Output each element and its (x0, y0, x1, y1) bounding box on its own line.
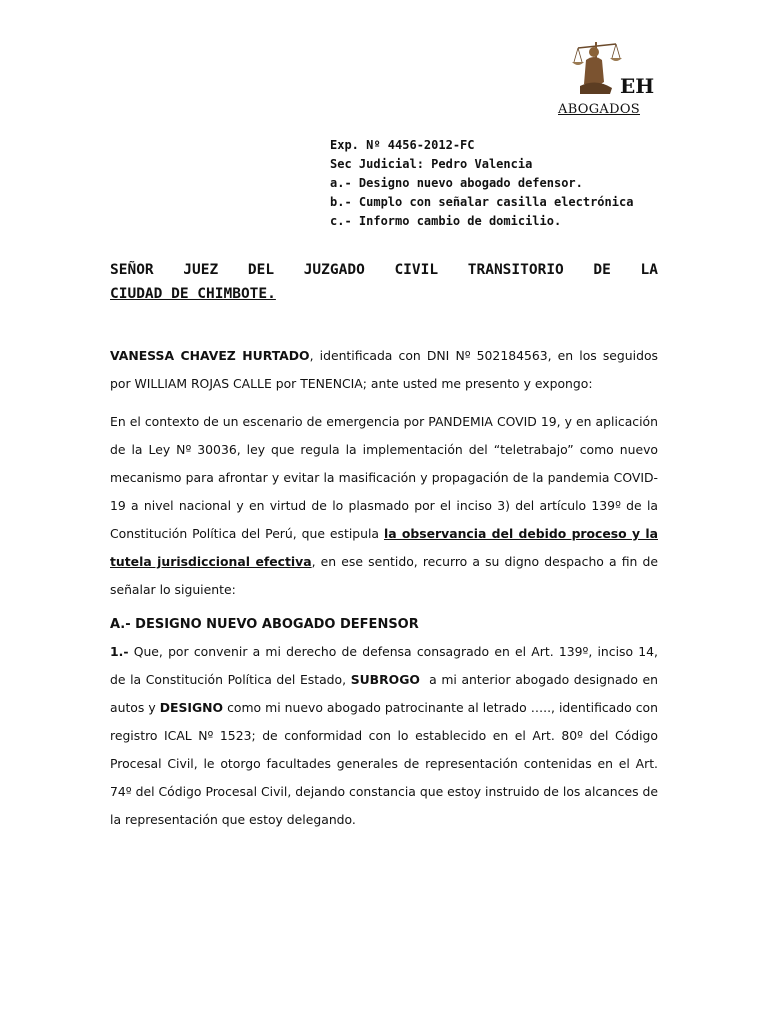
designo-keyword: DESIGNO (159, 700, 224, 715)
letterhead (556, 38, 666, 122)
intro-paragraph: VANESSA CHAVEZ HURTADO, identificada con DNI Nº 502184563, en los seguidos por WILLIAM ROJAS CALLE por TENENCIA; ante usted me presento y expongo: (110, 348, 658, 391)
petitioner-name: VANESSA CHAVEZ HURTADO (110, 348, 310, 363)
addressee (110, 258, 658, 306)
addressee-line-2 (110, 282, 658, 306)
point-number: 1.- (110, 644, 129, 659)
section-a-heading: A.- DESIGNO NUEVO ABOGADO DEFENSOR (110, 617, 419, 632)
sumilla-a: a.- Designo nuevo abogado defensor. (330, 176, 583, 190)
subrogo-keyword: SUBROGO (350, 672, 420, 687)
case-number: Exp. Nº 4456-2012-FC (330, 138, 475, 152)
due-process-emphasis: la observancia del debido proceso y la tutela jurisdiccional efectiva (110, 526, 658, 569)
lady-justice-icon (566, 38, 626, 98)
addressee-line-1: SEÑOR JUEZ DEL JUZGADO CIVIL TRANSITORIO DE LA (110, 262, 658, 278)
court-secretary: Sec Judicial: Pedro Valencia (330, 157, 533, 171)
section-a-point-1: 1.- Que, por convenir a mi derecho de defensa consagrado en el Art. 139º, inciso 14, de la Constitución Política del Estado, SUBROGO a mi anterior abogado designado en autos y DESIGNO como mi nuevo abogado patrocinante al letrado ….., identificado con registro ICAL Nº 1523; de conformidad con lo establecido en el Art. 80º del Código Procesal Civil, le otorgo facultades generales de representación contenidas en el Art. 74º del Código Procesal Civil, dejando constancia que estoy instruido de los alcances de la representación que estoy delegando. (110, 644, 662, 827)
sumilla-b: b.- Cumplo con señalar casilla electrónica (330, 195, 634, 209)
firm-name: ABOGADOS (558, 102, 640, 117)
context-paragraph: En el contexto de un escenario de emergencia por PANDEMIA COVID 19, y en aplicación de la Ley Nº 30036, ley que regula la implementación del “teletrabajo” como nuevo mecanismo para afrontar y evitar la masificación y propagación de la pandemia COVID-19 a nivel nacional y en virtud de lo plasmado por el inciso 3) del artículo 139º de la Constitución Política del Perú, que estipula la observancia del debido proceso y la tutela jurisdiccional efectiva, en ese sentido, recurro a su digno despacho a fin de señalar lo siguiente: (110, 414, 658, 597)
case-reference (330, 136, 633, 231)
document-body (110, 342, 662, 844)
firm-initials: EH (620, 74, 655, 98)
sumilla-c: c.- Informo cambio de domicilio. (330, 214, 562, 228)
addressee-court-city: CIUDAD DE CHIMBOTE. (110, 286, 276, 302)
